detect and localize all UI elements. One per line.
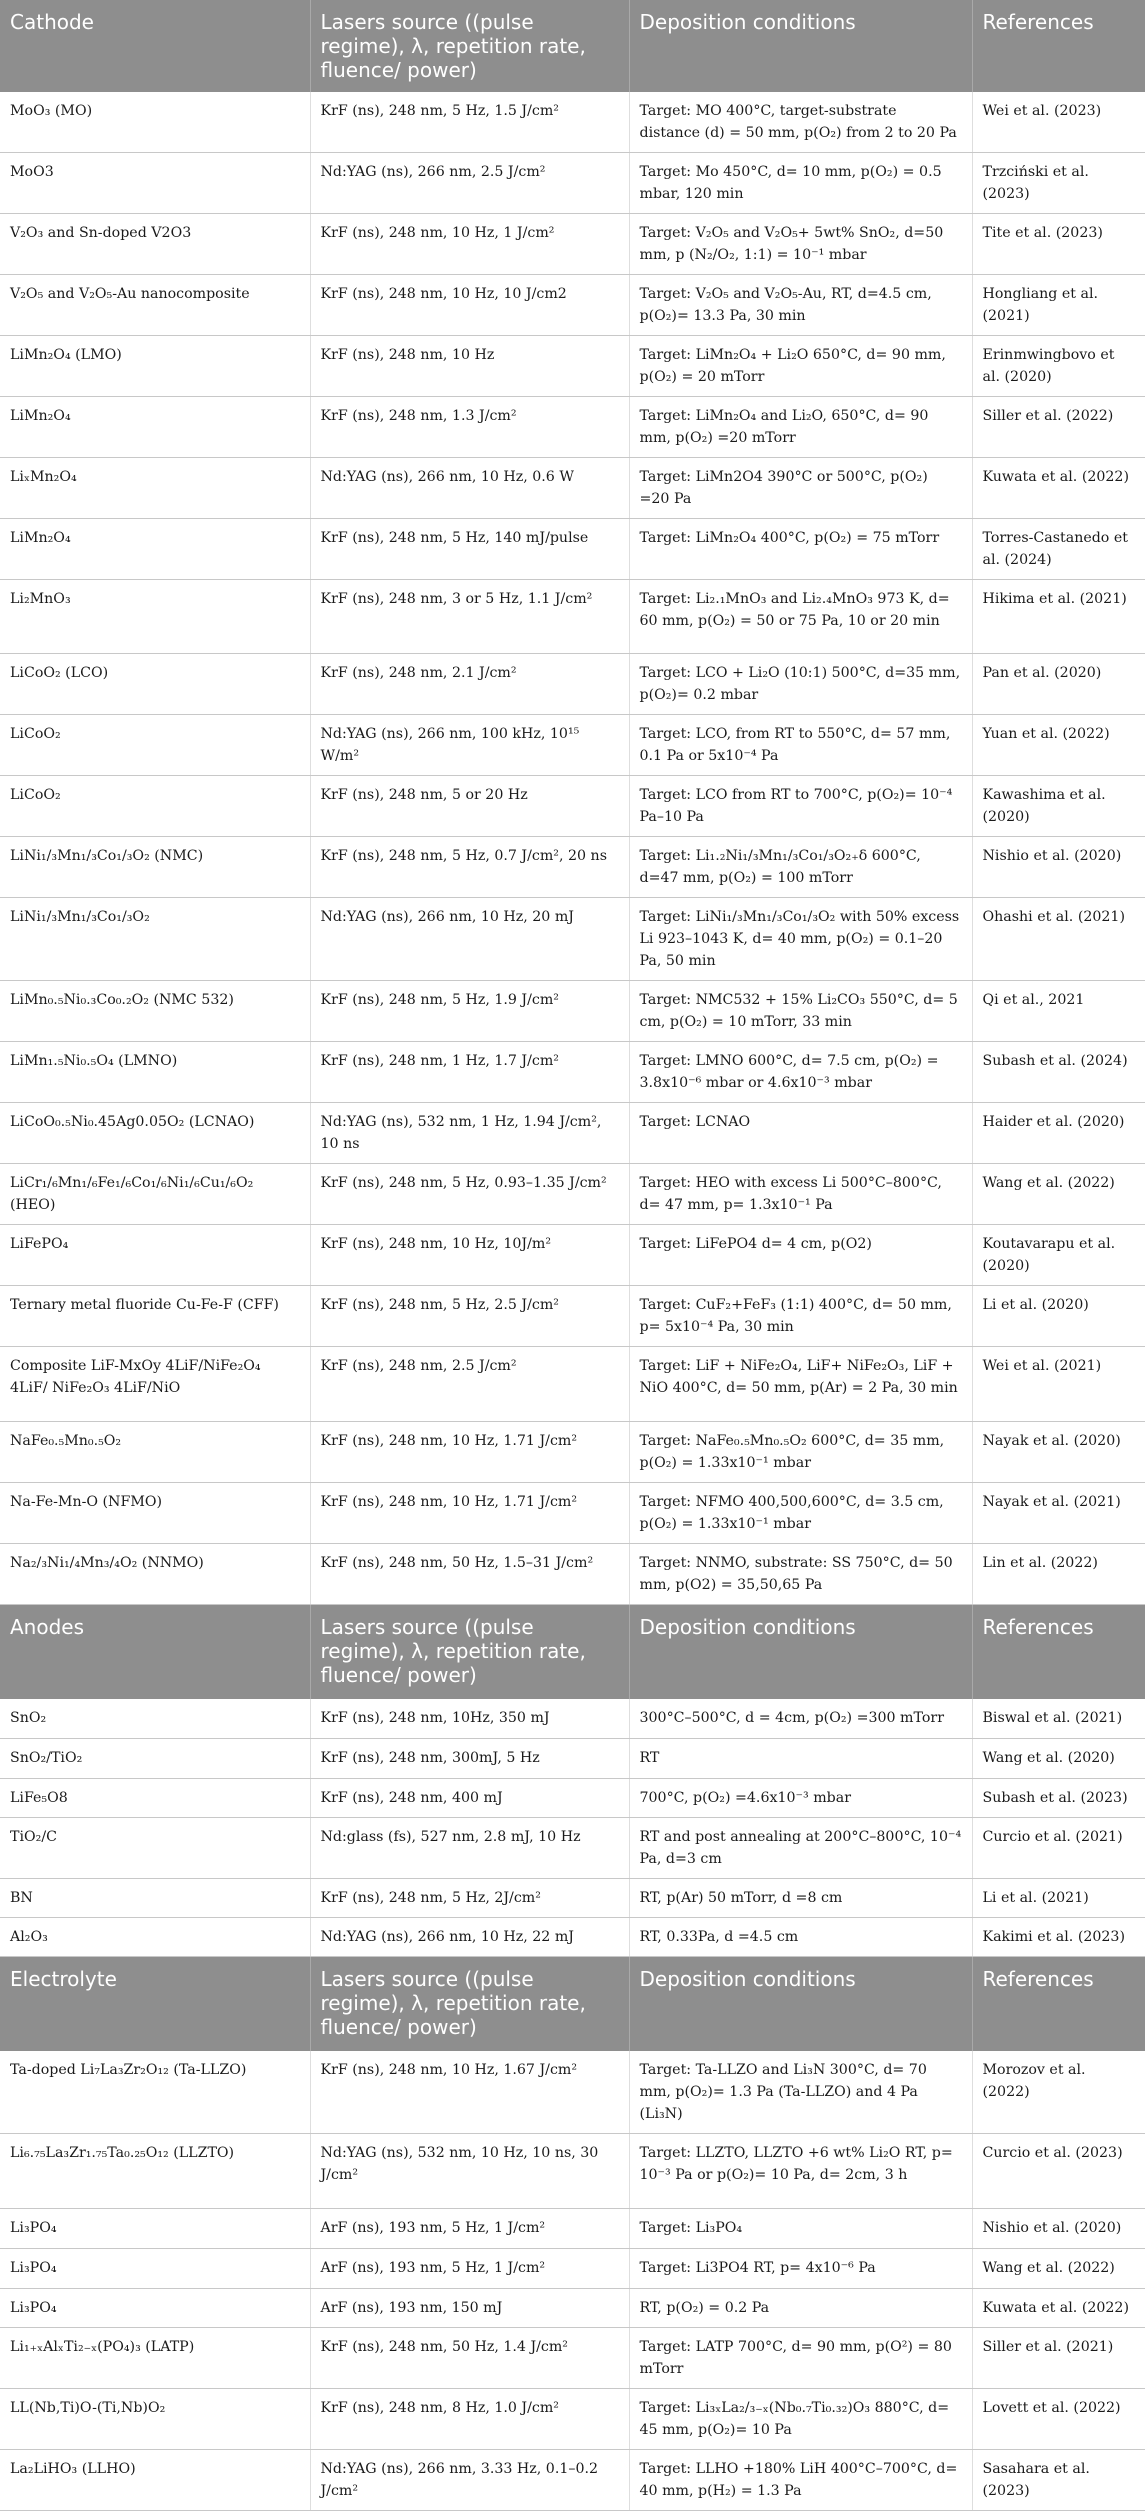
cell-reference: Trzciński et al. (2023) — [972, 153, 1145, 214]
cell-material: LiMn₂O₄ — [0, 519, 310, 580]
cell-laser-source: KrF (ns), 248 nm, 5 or 20 Hz — [310, 776, 629, 837]
header-laser-source: Lasers source ((pulse regime), λ, repetition rate, fluence/ power) — [310, 0, 629, 92]
cell-laser-source: KrF (ns), 248 nm, 5 Hz, 1.5 J/cm² — [310, 92, 629, 153]
cell-reference: Tite et al. (2023) — [972, 214, 1145, 275]
cell-deposition-conditions: Target: LiMn2O4 390°C or 500°C, p(O₂) =20 Pa — [629, 458, 972, 519]
table-row — [0, 580, 1145, 654]
cell-reference: Pan et al. (2020) — [972, 654, 1145, 715]
cell-laser-source: ArF (ns), 193 nm, 5 Hz, 1 J/cm² — [310, 2208, 629, 2248]
cell-deposition-conditions: Target: Li₂.₁MnO₃ and Li₂.₄MnO₃ 973 K, d= 60 mm, p(O₂) = 50 or 75 Pa, 10 or 20 min — [629, 580, 972, 654]
table-row — [0, 2133, 1145, 2208]
cell-reference: Qi et al., 2021 — [972, 981, 1145, 1042]
cell-deposition-conditions: RT, 0.33Pa, d =4.5 cm — [629, 1917, 972, 1956]
cell-laser-source: KrF (ns), 248 nm, 10 Hz, 1.67 J/cm² — [310, 2051, 629, 2134]
table-row — [0, 2208, 1145, 2248]
cell-material: Composite LiF-MxOy 4LiF/NiFe₂O₄ 4LiF/ NiFe₂O₃ 4LiF/NiO — [0, 1347, 310, 1422]
cell-laser-source: Nd:glass (fs), 527 nm, 2.8 mJ, 10 Hz — [310, 1817, 629, 1878]
cell-reference: Hikima et al. (2021) — [972, 580, 1145, 654]
cell-deposition-conditions: Target: LiMn₂O₄ + Li₂O 650°C, d= 90 mm, p(O₂) = 20 mTorr — [629, 336, 972, 397]
table-row — [0, 275, 1145, 336]
cell-material: MoO3 — [0, 153, 310, 214]
cell-deposition-conditions: Target: V₂O₅ and V₂O₅+ 5wt% SnO₂, d=50 mm, p (N₂/O₂, 1:1) = 10⁻¹ mbar — [629, 214, 972, 275]
header-material: Electrolyte — [0, 1956, 310, 2051]
cell-reference: Li et al. (2020) — [972, 1286, 1145, 1347]
cell-laser-source: KrF (ns), 248 nm, 10 Hz, 10J/m² — [310, 1225, 629, 1286]
cell-reference: Kuwata et al. (2022) — [972, 458, 1145, 519]
cell-deposition-conditions: Target: NMC532 + 15% Li₂CO₃ 550°C, d= 5 cm, p(O₂) = 10 mTorr, 33 min — [629, 981, 972, 1042]
table-row — [0, 1286, 1145, 1347]
table-row — [0, 1738, 1145, 1778]
table-row — [0, 1778, 1145, 1817]
cell-deposition-conditions: Target: NFMO 400,500,600°C, d= 3.5 cm, p(O₂) = 1.33x10⁻¹ mbar — [629, 1483, 972, 1544]
cell-reference: Biswal et al. (2021) — [972, 1699, 1145, 1738]
table-row — [0, 519, 1145, 580]
header-reference: References — [972, 0, 1145, 92]
cell-material: LiₓMn₂O₄ — [0, 458, 310, 519]
cell-deposition-conditions: Target: LCO + Li₂O (10:1) 500°C, d=35 mm, p(O₂)= 0.2 mbar — [629, 654, 972, 715]
cell-material: LL(Nb,Ti)O-(Ti,Nb)O₂ — [0, 2388, 310, 2449]
header-deposition-conditions: Deposition conditions — [629, 0, 972, 92]
table-row — [0, 981, 1145, 1042]
cell-reference: Subash et al. (2023) — [972, 1778, 1145, 1817]
cell-laser-source: KrF (ns), 248 nm, 1 Hz, 1.7 J/cm² — [310, 1042, 629, 1103]
table-row — [0, 1422, 1145, 1483]
cell-reference: Wei et al. (2021) — [972, 1347, 1145, 1422]
cell-laser-source: KrF (ns), 248 nm, 1.3 J/cm² — [310, 397, 629, 458]
table-row — [0, 1042, 1145, 1103]
cell-laser-source: KrF (ns), 248 nm, 5 Hz, 2.5 J/cm² — [310, 1286, 629, 1347]
cell-laser-source: Nd:YAG (ns), 266 nm, 100 kHz, 10¹⁵ W/m² — [310, 715, 629, 776]
cell-material: BN — [0, 1878, 310, 1917]
cell-deposition-conditions: RT, p(Ar) 50 mTorr, d =8 cm — [629, 1878, 972, 1917]
cell-laser-source: Nd:YAG (ns), 266 nm, 3.33 Hz, 0.1–0.2 J/cm² — [310, 2449, 629, 2510]
table-row — [0, 458, 1145, 519]
cell-deposition-conditions: Target: Li₃ₓLa₂/₃₋ₓ(Nb₀.₇Ti₀.₃₂)O₃ 880°C, d= 45 mm, p(O₂)= 10 Pa — [629, 2388, 972, 2449]
header-laser-source: Lasers source ((pulse regime), λ, repetition rate, fluence/ power) — [310, 1605, 629, 1700]
cell-material: LiMn₁.₅Ni₀.₅O₄ (LMNO) — [0, 1042, 310, 1103]
cell-material: LiNi₁/₃Mn₁/₃Co₁/₃O₂ — [0, 898, 310, 981]
cell-deposition-conditions: Target: NNMO, substrate: SS 750°C, d= 50 mm, p(O2) = 35,50,65 Pa — [629, 1544, 972, 1605]
cell-material: Li₁₊ₓAlₓTi₂₋ₓ(PO₄)₃ (LATP) — [0, 2327, 310, 2388]
cell-material: MoO₃ (MO) — [0, 92, 310, 153]
cell-laser-source: KrF (ns), 248 nm, 5 Hz, 1.9 J/cm² — [310, 981, 629, 1042]
cell-material: LiFe₅O8 — [0, 1778, 310, 1817]
cell-material: Al₂O₃ — [0, 1917, 310, 1956]
cell-laser-source: KrF (ns), 248 nm, 3 or 5 Hz, 1.1 J/cm² — [310, 580, 629, 654]
cell-reference: Hongliang et al. (2021) — [972, 275, 1145, 336]
table-row — [0, 1878, 1145, 1917]
cell-laser-source: Nd:YAG (ns), 266 nm, 10 Hz, 20 mJ — [310, 898, 629, 981]
cell-reference: Nishio et al. (2020) — [972, 2208, 1145, 2248]
section-header-row — [0, 1956, 1145, 2051]
cell-laser-source: Nd:YAG (ns), 532 nm, 10 Hz, 10 ns, 30 J/cm² — [310, 2133, 629, 2208]
cell-material: LiMn₀.₅Ni₀.₃Co₀.₂O₂ (NMC 532) — [0, 981, 310, 1042]
cell-material: LiMn₂O₄ (LMO) — [0, 336, 310, 397]
cell-deposition-conditions: Target: LiMn₂O₄ 400°C, p(O₂) = 75 mTorr — [629, 519, 972, 580]
cell-laser-source: ArF (ns), 193 nm, 5 Hz, 1 J/cm² — [310, 2248, 629, 2288]
cell-deposition-conditions: Target: LMNO 600°C, d= 7.5 cm, p(O₂) = 3.8x10⁻⁶ mbar or 4.6x10⁻³ mbar — [629, 1042, 972, 1103]
cell-reference: Wang et al. (2020) — [972, 1738, 1145, 1778]
cell-reference: Kakimi et al. (2023) — [972, 1917, 1145, 1956]
cell-reference: Siller et al. (2021) — [972, 2327, 1145, 2388]
cell-material: LiFePO₄ — [0, 1225, 310, 1286]
cell-deposition-conditions: Target: LiMn₂O₄ and Li₂O, 650°C, d= 90 mm, p(O₂) =20 mTorr — [629, 397, 972, 458]
header-deposition-conditions: Deposition conditions — [629, 1605, 972, 1700]
cell-deposition-conditions: Target: Li₃PO₄ — [629, 2208, 972, 2248]
cell-material: LiNi₁/₃Mn₁/₃Co₁/₃O₂ (NMC) — [0, 837, 310, 898]
cell-reference: Curcio et al. (2023) — [972, 2133, 1145, 2208]
table-row — [0, 715, 1145, 776]
cell-reference: Morozov et al. (2022) — [972, 2051, 1145, 2134]
section-header-row — [0, 1605, 1145, 1700]
cell-material: Li₃PO₄ — [0, 2288, 310, 2327]
cell-reference: Nishio et al. (2020) — [972, 837, 1145, 898]
cell-laser-source: Nd:YAG (ns), 266 nm, 10 Hz, 0.6 W — [310, 458, 629, 519]
cell-reference: Sasahara et al. (2023) — [972, 2449, 1145, 2510]
table-row — [0, 214, 1145, 275]
cell-deposition-conditions: RT — [629, 1738, 972, 1778]
cell-reference: Torres-Castanedo et al. (2024) — [972, 519, 1145, 580]
table-row — [0, 1544, 1145, 1605]
cell-laser-source: KrF (ns), 248 nm, 50 Hz, 1.5–31 J/cm² — [310, 1544, 629, 1605]
cell-laser-source: Nd:YAG (ns), 532 nm, 1 Hz, 1.94 J/cm², 10 ns — [310, 1103, 629, 1164]
cell-deposition-conditions: RT and post annealing at 200°C–800°C, 10⁻⁴ Pa, d=3 cm — [629, 1817, 972, 1878]
table-row — [0, 2248, 1145, 2288]
cell-reference: Lovett et al. (2022) — [972, 2388, 1145, 2449]
cell-deposition-conditions: Target: LATP 700°C, d= 90 mm, p(O²) = 80 mTorr — [629, 2327, 972, 2388]
cell-deposition-conditions: Target: CuF₂+FeF₃ (1:1) 400°C, d= 50 mm, p= 5x10⁻⁴ Pa, 30 min — [629, 1286, 972, 1347]
cell-reference: Yuan et al. (2022) — [972, 715, 1145, 776]
cell-reference: Nayak et al. (2021) — [972, 1483, 1145, 1544]
cell-reference: Wei et al. (2023) — [972, 92, 1145, 153]
cell-deposition-conditions: Target: Li₁.₂Ni₁/₃Mn₁/₃Co₁/₃O₂₊δ 600°C, d=47 mm, p(O₂) = 100 mTorr — [629, 837, 972, 898]
cell-laser-source: KrF (ns), 248 nm, 300mJ, 5 Hz — [310, 1738, 629, 1778]
cell-material: TiO₂/C — [0, 1817, 310, 1878]
cell-reference: Nayak et al. (2020) — [972, 1422, 1145, 1483]
cell-deposition-conditions: Target: Li3PO4 RT, p= 4x10⁻⁶ Pa — [629, 2248, 972, 2288]
cell-laser-source: Nd:YAG (ns), 266 nm, 2.5 J/cm² — [310, 153, 629, 214]
table-row — [0, 1699, 1145, 1738]
cell-reference: Erinmwingbovo et al. (2020) — [972, 336, 1145, 397]
cell-reference: Koutavarapu et al. (2020) — [972, 1225, 1145, 1286]
table-row — [0, 1817, 1145, 1878]
header-reference: References — [972, 1956, 1145, 2051]
cell-laser-source: KrF (ns), 248 nm, 5 Hz, 140 mJ/pulse — [310, 519, 629, 580]
cell-material: Na-Fe-Mn-O (NFMO) — [0, 1483, 310, 1544]
cell-laser-source: KrF (ns), 248 nm, 10 Hz, 1.71 J/cm² — [310, 1422, 629, 1483]
cell-laser-source: KrF (ns), 248 nm, 10 Hz, 1 J/cm² — [310, 214, 629, 275]
cell-material: SnO₂/TiO₂ — [0, 1738, 310, 1778]
table-row — [0, 1483, 1145, 1544]
table-row — [0, 2449, 1145, 2510]
cell-reference: Subash et al. (2024) — [972, 1042, 1145, 1103]
cell-laser-source: KrF (ns), 248 nm, 5 Hz, 0.93–1.35 J/cm² — [310, 1164, 629, 1225]
cell-reference: Kawashima et al. (2020) — [972, 776, 1145, 837]
table-row — [0, 837, 1145, 898]
header-deposition-conditions: Deposition conditions — [629, 1956, 972, 2051]
cell-deposition-conditions: Target: LCO from RT to 700°C, p(O₂)= 10⁻⁴ Pa–10 Pa — [629, 776, 972, 837]
cell-laser-source: KrF (ns), 248 nm, 2.5 J/cm² — [310, 1347, 629, 1422]
cell-deposition-conditions: Target: LLZTO, LLZTO +6 wt% Li₂O RT, p= 10⁻³ Pa or p(O₂)= 10 Pa, d= 2cm, 3 h — [629, 2133, 972, 2208]
cell-laser-source: KrF (ns), 248 nm, 8 Hz, 1.0 J/cm² — [310, 2388, 629, 2449]
cell-material: V₂O₅ and V₂O₅-Au nanocomposite — [0, 275, 310, 336]
cell-deposition-conditions: Target: Ta-LLZO and Li₃N 300°C, d= 70 mm, p(O₂)= 1.3 Pa (Ta-LLZO) and 4 Pa (Li₃N) — [629, 2051, 972, 2134]
cell-material: Ta-doped Li₇La₃Zr₂O₁₂ (Ta-LLZO) — [0, 2051, 310, 2134]
cell-laser-source: KrF (ns), 248 nm, 10Hz, 350 mJ — [310, 1699, 629, 1738]
cell-reference: Siller et al. (2022) — [972, 397, 1145, 458]
table-row — [0, 1347, 1145, 1422]
cell-material: Li₃PO₄ — [0, 2208, 310, 2248]
cell-reference: Curcio et al. (2021) — [972, 1817, 1145, 1878]
cell-material: Li₂MnO₃ — [0, 580, 310, 654]
cell-material: LiMn₂O₄ — [0, 397, 310, 458]
cell-deposition-conditions: Target: HEO with excess Li 500°C–800°C, d= 47 mm, p= 1.3x10⁻¹ Pa — [629, 1164, 972, 1225]
cell-reference: Wang et al. (2022) — [972, 2248, 1145, 2288]
cell-material: Li₆.₇₅La₃Zr₁.₇₅Ta₀.₂₅O₁₂ (LLZTO) — [0, 2133, 310, 2208]
header-material: Cathode — [0, 0, 310, 92]
cell-deposition-conditions: Target: LCNAO — [629, 1103, 972, 1164]
table-row — [0, 776, 1145, 837]
table-row — [0, 153, 1145, 214]
cell-laser-source: KrF (ns), 248 nm, 400 mJ — [310, 1778, 629, 1817]
table-row — [0, 2288, 1145, 2327]
table-row — [0, 2327, 1145, 2388]
table-row — [0, 1103, 1145, 1164]
cell-laser-source: KrF (ns), 248 nm, 50 Hz, 1.4 J/cm² — [310, 2327, 629, 2388]
cell-reference: Li et al. (2021) — [972, 1878, 1145, 1917]
cell-laser-source: KrF (ns), 248 nm, 5 Hz, 0.7 J/cm², 20 ns — [310, 837, 629, 898]
cell-reference: Lin et al. (2022) — [972, 1544, 1145, 1605]
cell-material: LiCoO₂ — [0, 715, 310, 776]
cell-laser-source: KrF (ns), 248 nm, 10 Hz, 10 J/cm2 — [310, 275, 629, 336]
cell-reference: Ohashi et al. (2021) — [972, 898, 1145, 981]
cell-reference: Haider et al. (2020) — [972, 1103, 1145, 1164]
cell-deposition-conditions: Target: Mo 450°C, d= 10 mm, p(O₂) = 0.5 mbar, 120 min — [629, 153, 972, 214]
cell-material: SnO₂ — [0, 1699, 310, 1738]
table-row — [0, 1164, 1145, 1225]
cell-material: LiCr₁/₆Mn₁/₆Fe₁/₆Co₁/₆Ni₁/₆Cu₁/₆O₂ (HEO) — [0, 1164, 310, 1225]
cell-laser-source: ArF (ns), 193 nm, 150 mJ — [310, 2288, 629, 2327]
cell-material: LiCoO₂ (LCO) — [0, 654, 310, 715]
table-row — [0, 1225, 1145, 1286]
table-row — [0, 397, 1145, 458]
header-laser-source: Lasers source ((pulse regime), λ, repetition rate, fluence/ power) — [310, 1956, 629, 2051]
cell-material: LiCoO₀.₅Ni₀.45Ag0.05O₂ (LCNAO) — [0, 1103, 310, 1164]
cell-deposition-conditions: Target: LiF + NiFe₂O₄, LiF+ NiFe₂O₃, LiF + NiO 400°C, d= 50 mm, p(Ar) = 2 Pa, 30 min — [629, 1347, 972, 1422]
cell-deposition-conditions: Target: NaFe₀.₅Mn₀.₅O₂ 600°C, d= 35 mm, p(O₂) = 1.33x10⁻¹ mbar — [629, 1422, 972, 1483]
cell-laser-source: KrF (ns), 248 nm, 5 Hz, 2J/cm² — [310, 1878, 629, 1917]
cell-material: Na₂/₃Ni₁/₄Mn₃/₄O₂ (NNMO) — [0, 1544, 310, 1605]
cell-deposition-conditions: Target: LCO, from RT to 550°C, d= 57 mm, 0.1 Pa or 5x10⁻⁴ Pa — [629, 715, 972, 776]
cell-reference: Kuwata et al. (2022) — [972, 2288, 1145, 2327]
cell-deposition-conditions: Target: LLHO +180% LiH 400°C–700°C, d= 40 mm, p(H₂) = 1.3 Pa — [629, 2449, 972, 2510]
cell-deposition-conditions: 300°C–500°C, d = 4cm, p(O₂) =300 mTorr — [629, 1699, 972, 1738]
cell-deposition-conditions: Target: V₂O₅ and V₂O₅-Au, RT, d=4.5 cm, p(O₂)= 13.3 Pa, 30 min — [629, 275, 972, 336]
cell-laser-source: Nd:YAG (ns), 266 nm, 10 Hz, 22 mJ — [310, 1917, 629, 1956]
table-row — [0, 898, 1145, 981]
header-material: Anodes — [0, 1605, 310, 1700]
cell-material: NaFe₀.₅Mn₀.₅O₂ — [0, 1422, 310, 1483]
table-row — [0, 654, 1145, 715]
cell-deposition-conditions: Target: LiNi₁/₃Mn₁/₃Co₁/₃O₂ with 50% excess Li 923–1043 K, d= 40 mm, p(O₂) = 0.1–20 Pa, 50 min — [629, 898, 972, 981]
cell-deposition-conditions: Target: MO 400°C, target-substrate distance (d) = 50 mm, p(O₂) from 2 to 20 Pa — [629, 92, 972, 153]
table-row — [0, 2388, 1145, 2449]
section-header-row — [0, 0, 1145, 92]
cell-material: V₂O₃ and Sn-doped V2O3 — [0, 214, 310, 275]
cell-material: LiCoO₂ — [0, 776, 310, 837]
cell-laser-source: KrF (ns), 248 nm, 10 Hz — [310, 336, 629, 397]
cell-deposition-conditions: RT, p(O₂) = 0.2 Pa — [629, 2288, 972, 2327]
table-row — [0, 92, 1145, 153]
cell-laser-source: KrF (ns), 248 nm, 2.1 J/cm² — [310, 654, 629, 715]
cell-material: Ternary metal fluoride Cu-Fe-F (CFF) — [0, 1286, 310, 1347]
cell-material: Li₃PO₄ — [0, 2248, 310, 2288]
cell-laser-source: KrF (ns), 248 nm, 10 Hz, 1.71 J/cm² — [310, 1483, 629, 1544]
table-row — [0, 336, 1145, 397]
cell-material: La₂LiHO₃ (LLHO) — [0, 2449, 310, 2510]
table-row — [0, 2051, 1145, 2134]
cell-deposition-conditions: Target: LiFePO4 d= 4 cm, p(O2) — [629, 1225, 972, 1286]
cell-deposition-conditions: 700°C, p(O₂) =4.6x10⁻³ mbar — [629, 1778, 972, 1817]
header-reference: References — [972, 1605, 1145, 1700]
cell-reference: Wang et al. (2022) — [972, 1164, 1145, 1225]
table-row — [0, 1917, 1145, 1956]
